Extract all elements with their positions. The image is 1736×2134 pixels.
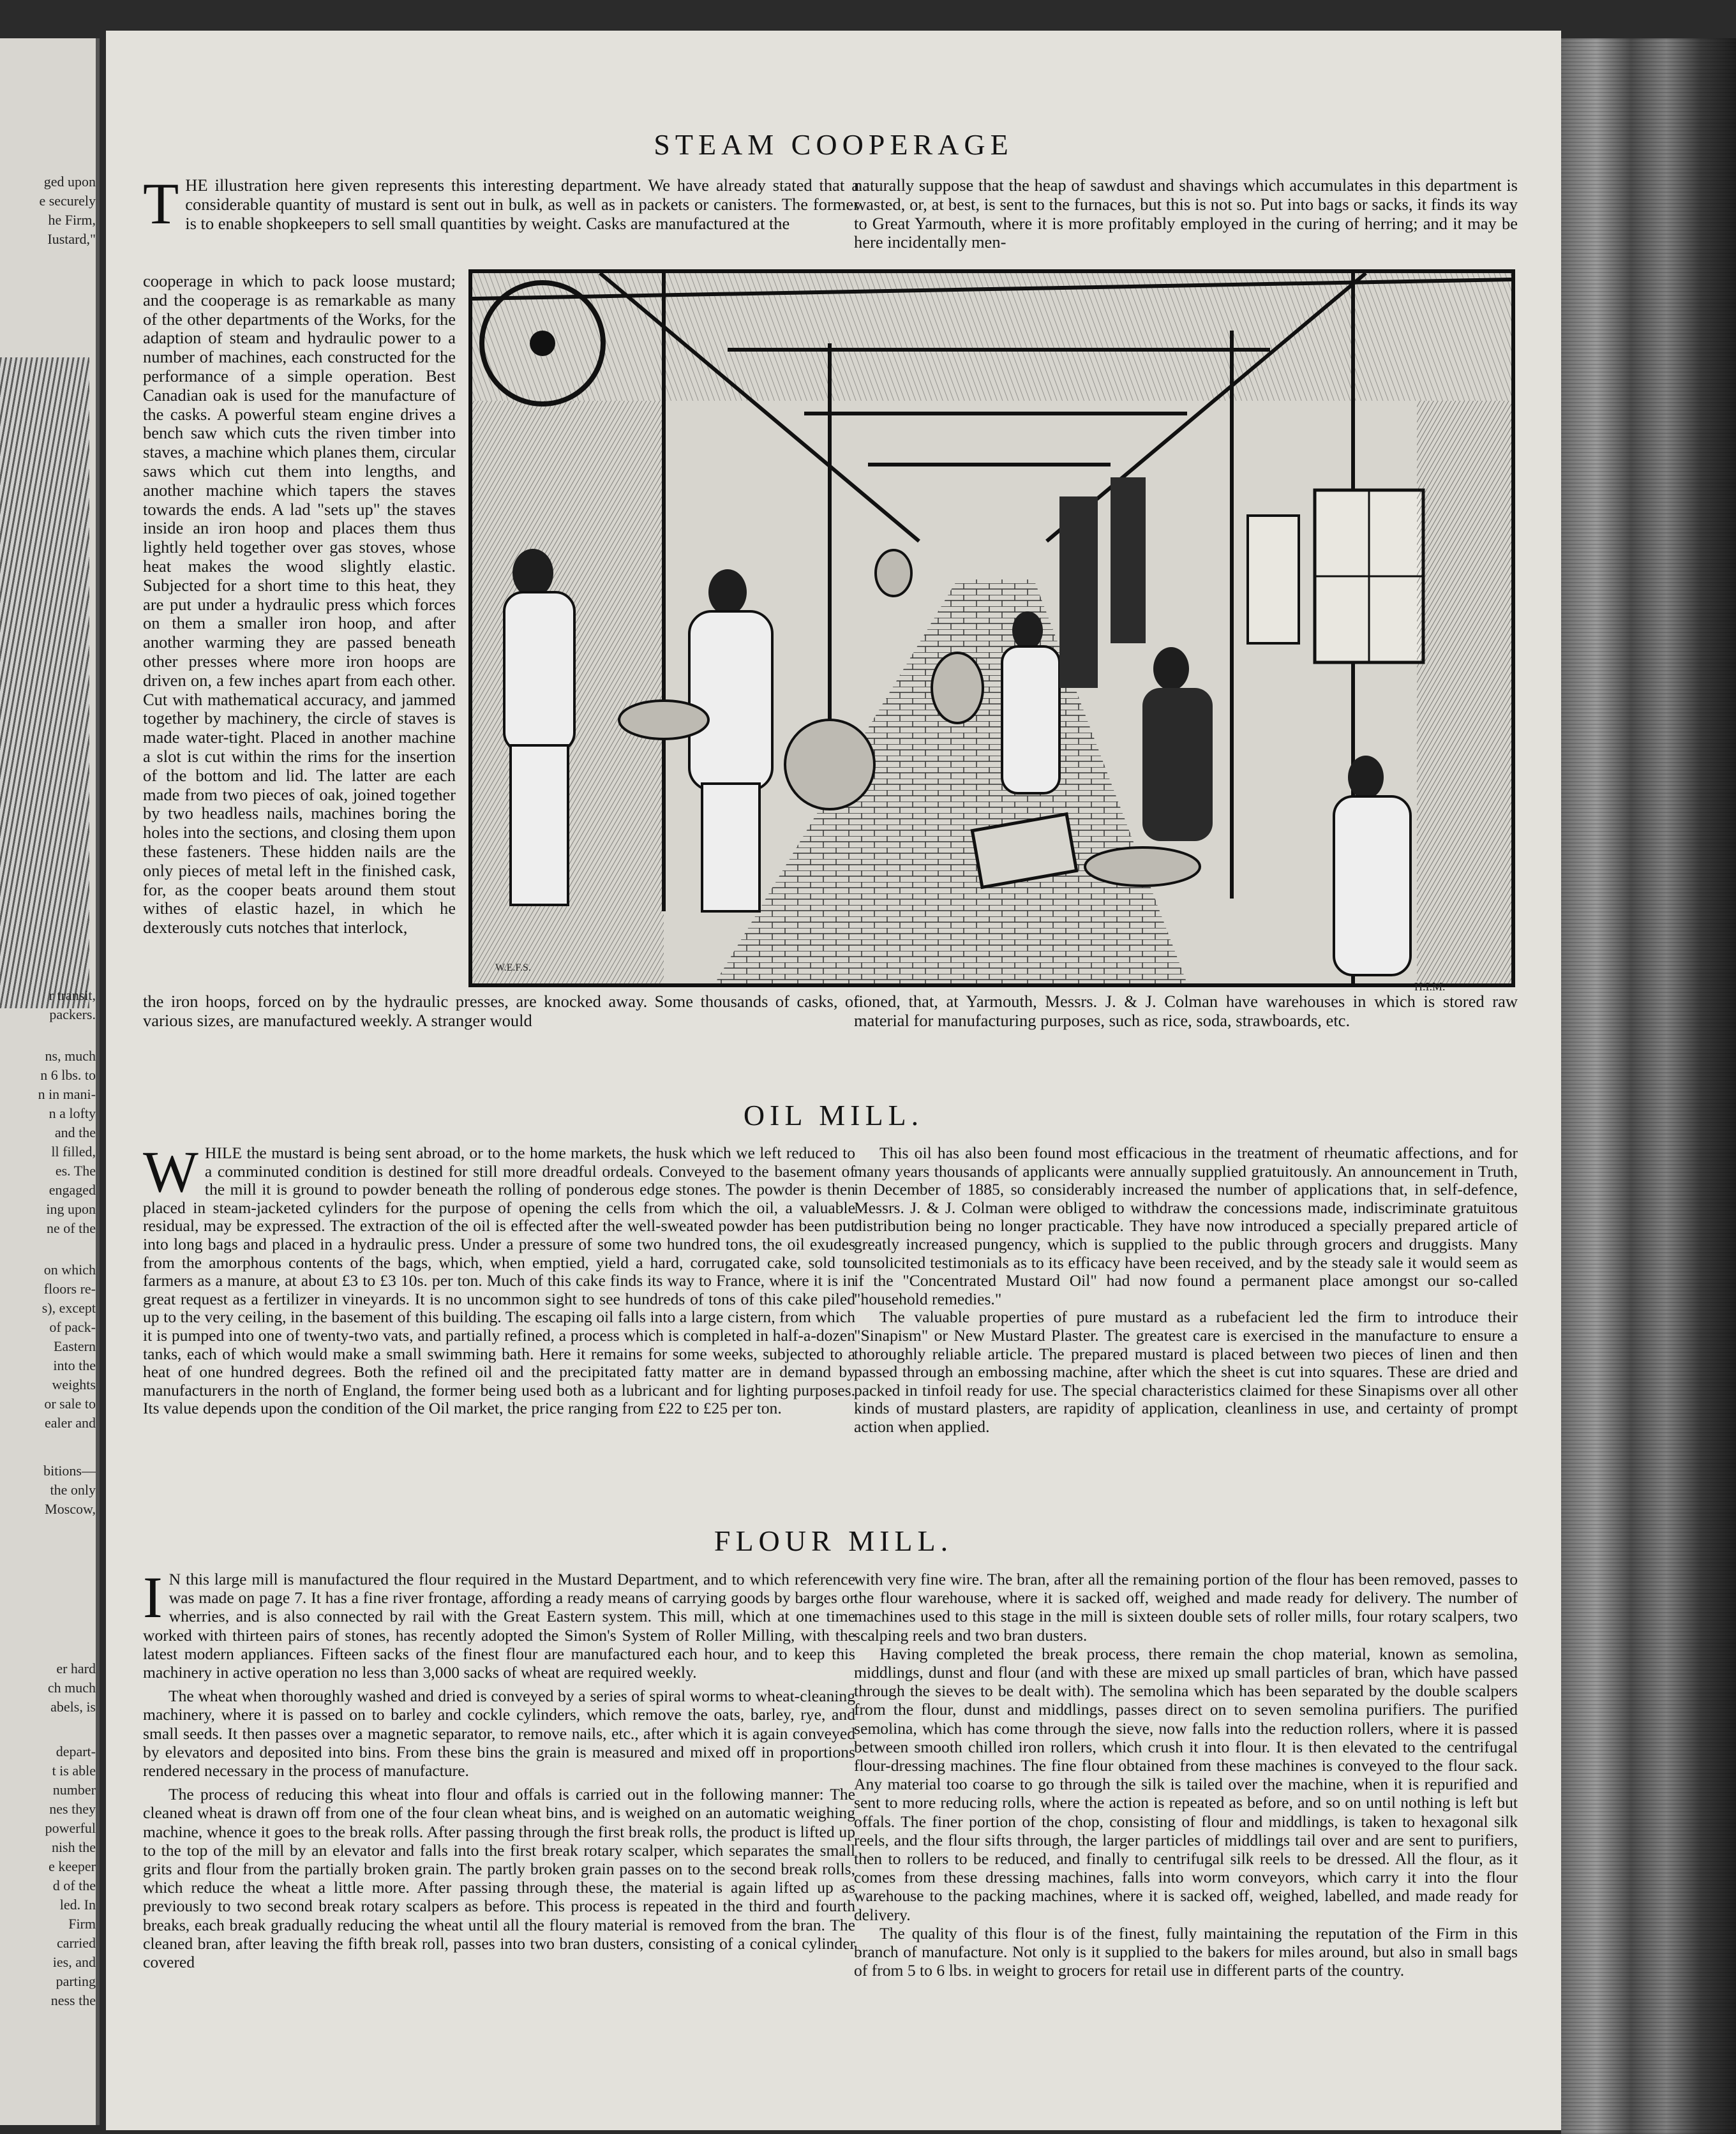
facing-page-line: ll filled, xyxy=(51,1144,96,1160)
facing-page-line: parting xyxy=(56,1973,96,1989)
engraver-signature: W.E.F.S. xyxy=(495,962,531,973)
facing-page-line: t is able xyxy=(52,1763,96,1779)
flour-right-paragraph-2: Having completed the break process, there remain the chop material, known as semolina, middlings, dunst and flour (and with these are mixed up small particles of bran, which have passed through the sieves to be dealt with). The semolina which has been separated by the double scalpers from the flour, dunst and middlings, passes direct on to seven semolina purifiers. The purified semolina, which has come through the sieve, now falls into the reduction rollers, where it is passed between smooth chilled iron rollers, which crush it into flour. It is then elevated to the centrifugal flour-dressing machines. The fine flour obtained from these machines is conveyed to the flour sack. Any material too coarse to go through the silk is tailed over the machine, when it is repurified and sent to more reducing rolls, where the action is repeated as before, and so on until nothing is left but offals. The finer portion of the chop, consisting of flour and middlings, is taken to hexagonal silk reels, and the flour sifts through, the larger particles of middlings tail over and are sent to purifiers, then to rollers to be reduced, and finally to centrifugal silk reels to be dressed. All the flour, as it comes from these dressing machines, falls into worm conveyors, which carry it into the flour warehouse to the packing machines, where it is sacked off, weighed, labelled, and made ready for delivery. xyxy=(854,1644,1518,1924)
facing-page-line: powerful xyxy=(45,1820,96,1836)
flour-left-paragraph-1: I N this large mill is manufactured the flour required in the Mustard Department, and to which reference was made on page 7. It has a fine river frontage, affording a ready means of carrying goods by barges or wherries, and is also connected by rail with the Great Eastern system. This mill, which at one time worked with thirteen pairs of stones, has recently adopted the Simon's System of Roller Milling, with the latest modern appliances. Fifteen sacks of the finest flour are manufactured each hour, and to keep this machinery in active operation no less than 3,000 sacks of wheat are required weekly. xyxy=(143,1565,855,1682)
facing-page-line: carried xyxy=(56,1935,96,1951)
flour-right-column xyxy=(854,1570,1518,1980)
facing-page-line: into the xyxy=(53,1357,96,1373)
dropcap-w: W xyxy=(143,1139,198,1204)
facing-page-line: r transit, xyxy=(49,987,96,1003)
facing-page-line: ness the xyxy=(50,1992,96,2008)
facing-page-line: weights xyxy=(52,1377,96,1392)
section-title-flour-mill: FLOUR MILL. xyxy=(714,1525,954,1557)
flour-left-column xyxy=(143,1565,855,1972)
section-title-steam-cooperage: STEAM COOPERAGE xyxy=(654,128,1014,161)
facing-page-line: nes they xyxy=(49,1801,96,1817)
facing-page-line: number xyxy=(52,1782,96,1798)
steam-intro-paragraph: THE illustration here given represents this interesting department. We have already stated that a considerable quantity of mustard is sent out in bulk, as well as in packets or canisters. The former is to enable shopkeepers to sell small quantities by weight. Casks are manufactured at the xyxy=(143,171,859,236)
facing-page-line: ch much xyxy=(47,1680,96,1696)
facing-page-line: on which xyxy=(43,1262,96,1278)
facing-page-line: ies, and xyxy=(52,1954,96,1970)
facing-page-line: e keeper xyxy=(49,1858,96,1874)
section-title-oil-mill: OIL MILL. xyxy=(743,1099,924,1131)
facing-page-line: n in mani- xyxy=(38,1086,96,1102)
steam-side-column: cooperage in which to pack loose mustard; and the cooperage is as remarkable as many of the other departments of the Works, for the adaption of steam and hydraulic power to a number of machines, each constructed for the performance of a simple operation. Best Canadian oak is used for the manufacture of the casks. A powerful steam engine drives a bench saw which cuts the riven timber into staves, a machine which planes them, circular saws which cut them into lengths, and another machine which tapers the staves towards the ends. A lad "sets up" the staves inside an iron hoop and places them thus lightly held together over gas stoves, whose heat makes the wood slightly elastic. Subjected for a short time to this heat, they are put under a hydraulic press which forces on them a smaller iron hoop, and after another warming they are passed beneath other presses where more iron hoops are driven on, a few inches apart from each other. Cut with mathematical accuracy, and jammed together by machinery, the circle of staves is made water-tight. Placed in another machine a slot is cut within the rims for the insertion of the bottom and lid. The latter are each made from two pieces of oak, joined together by two headless nails, machines boring the holes into the sections, and closing them upon these fasteners. These hidden nails are the only pieces of metal left in the finished cask, for, as the cooper beats around them stout withes of elastic hazel, in which he dexterously cuts notches that interlock, xyxy=(143,271,456,937)
facing-page-line: abels, is xyxy=(50,1699,96,1715)
facing-page-line: er hard xyxy=(56,1660,96,1676)
facing-page-line: Moscow, xyxy=(45,1501,96,1517)
facing-page-line: ged upon xyxy=(43,174,96,190)
facing-page-line: d of the xyxy=(52,1877,96,1893)
facing-page-line: ealer and xyxy=(45,1415,96,1431)
flour-right-paragraph-3: The quality of this flour is of the finest, fully maintaining the reputation of the Firm in this branch of manufacture. Not only is it supplied to the bakers for miles around, but also in small bags of from 5 to 6 lbs. in weight to grocers for retail use in different parts of the country. xyxy=(854,1923,1518,1980)
facing-page-line: n a lofty xyxy=(49,1105,96,1121)
flour-left-paragraph-3: The process of reducing this wheat into flour and offals is carried out in the following manner: The cleaned wheat is drawn off from one of the four clean wheat bins, and is weighed on an automatic weighing machine, whence it goes to the break rolls. After passing through the first break rolls, the product is lifted up to the top of the mill by an elevator and falls into the first break rotary scalper, which separates the small grits and flour from the partially broken grain. The partly broken grain passes on to the second break rolls, which reduce the wheat a little more. After passing through these, the material is again lifted up as previously to two second break rotary scalpers as before. This process is repeated in the third and fourth breaks, each break gradually reducing the wheat until all the floury material is removed from the bran. The cleaned bran, after leaving the fifth break roll, passes into two bran dusters, consisting of a conical cylinder covered xyxy=(143,1785,855,1972)
oil-right-column xyxy=(854,1144,1518,1436)
facing-page-line: he Firm, xyxy=(48,212,96,228)
facing-page-line: ing upon xyxy=(46,1201,96,1217)
facing-page-line: engaged xyxy=(49,1182,96,1198)
facing-page-line: the only xyxy=(50,1482,96,1498)
facing-page-line: or sale to xyxy=(44,1396,96,1412)
facing-page-line: depart- xyxy=(56,1743,96,1759)
facing-page-line: nish the xyxy=(51,1839,96,1855)
facing-page-line: packers. xyxy=(49,1006,96,1022)
facing-page-line: and the xyxy=(54,1124,96,1140)
facing-page-line: floors re- xyxy=(43,1281,96,1297)
facing-page-line: Firm xyxy=(68,1916,96,1932)
flour-left-paragraph-2: The wheat when thoroughly washed and dried is conveyed by a series of spiral worms to wheat-cleaning machinery, where it is passed on to barley and cockle cylinders, which remove the oats, barley, rye, and small seeds. It then passes over a magnetic separator, to remove nails, etc., after which it is again conveyed by elevators and deposited into bins. From these bins the grain is measured and mixed off in proportions rendered necessary in the process of manufacture. xyxy=(143,1687,855,1780)
steam-bottom-left: the iron hoops, forced on by the hydraulic presses, are knocked away. Some thousands of casks, of various sizes, are manufactured weekly. A stranger would xyxy=(143,992,859,1030)
facing-page-line: s), except xyxy=(41,1300,96,1316)
dropcap-i: I xyxy=(143,1565,163,1630)
illustration-monogram: H.I.M. xyxy=(1414,980,1446,993)
oil-right-paragraph-1: This oil has also been found most efficacious in the treatment of rheumatic affections, and for many years thousands of applicants were annually supplied gratuitously. An announcement in Truth, in December of 1885, so considerably increased the number of applications that, in self-defence, Messrs. J. & J. Colman were obliged to withdraw the concessions made, indiscriminate gratuitous distribution being no longer practicable. They have now introduced a specially prepared article of greatly increased pungency, which is supplied to the public through grocers and druggists. Many unsolicited testimonials as to its efficacy have been received, and by the steady sale it would seem as if the "Concentrated Mustard Oil" had now found a permanent place amongst our so-called "household remedies." xyxy=(854,1144,1518,1308)
facing-page-line: led. In xyxy=(59,1897,96,1913)
facing-page-line: of pack- xyxy=(49,1319,96,1335)
facing-page-line: Eastern xyxy=(54,1338,96,1354)
facing-page-line: e securely xyxy=(39,193,96,209)
dropcap-t: T xyxy=(143,171,179,236)
facing-page-line: Iustard," xyxy=(47,231,96,247)
facing-page-line: bitions— xyxy=(43,1463,96,1479)
facing-page-line: es. The xyxy=(55,1163,96,1179)
cooperage-engraving xyxy=(468,269,1515,987)
book-page xyxy=(106,31,1561,2130)
facing-page-line: n 6 lbs. to xyxy=(40,1067,96,1083)
facing-page-illustration xyxy=(0,357,89,1008)
oil-right-paragraph-2: The valuable properties of pure mustard as a rubefacient led the firm to introduce their "Sinapism" or New Mustard Plaster. The greatest care is exercised in the manufacture to ensure a thoroughly reliable article. The prepared mustard is placed between two pieces of linen and then passed through an embossing machine, after which the sheet is cut into squares. These are dried and packed in tinfoil ready for use. The special characteristics claimed for these Sinapisms over all other kinds of mustard plasters, are rapidity of application, cleanliness in use, and certainty of prompt action when applied. xyxy=(854,1308,1518,1436)
steam-right-top: naturally suppose that the heap of sawdust and shavings which accumulates in this department is wasted, or, at best, is sent to the furnaces, but this is not so. Put into bags or sacks, it finds its way to Great Yarmouth, where it is more profitably employed in the curing of herring; and it may be here incidentally men- xyxy=(854,175,1518,252)
facing-page-line: ns, much xyxy=(45,1048,96,1064)
facing-page-fragment xyxy=(0,38,100,2125)
oil-left-column: WHILE the mustard is being sent abroad, or to the home markets, the husk which we left reduced to a comminuted condition is destined for still more dreadful ordeals. Conveyed to the basement of the mill it is ground to powder beneath the rolling of ponderous edge stones. The powder is then placed in steam-jacketed cylinders for the purpose of opening the cells from which the oil, a valuable residual, may be expressed. The extraction of the oil is effected after the well-sweated powder has been put into long bags and placed in a hydraulic press. Under a pressure of some two hundred tons, the oil exudes from the amorphous contents of the bags, which, when emptied, yield a hard, corrugated cake, sold to farmers as a manure, at about £3 to £3 10s. per ton. Much of this cake finds its way to France, where it is in great request as a fertilizer in vineyards. It is no uncommon sight to see hundreds of tons of this cake piled up to the very ceiling, in the basement of this building. The escaping oil falls into a large cistern, from which it is pumped into one of twenty-two vats, and partially refined, a process which is completed in half-a-dozen tanks, each of which would make a small swimming bath. Here it remains for some weeks, subjected to a heat of one hundred degrees. Both the refined oil and the precipitated fatty matter are in demand by manufacturers in the north of England, the former being used both as a lubricant and for lighting purposes. Its value depends upon the condition of the Oil market, the price ranging from £22 to £25 per ton. xyxy=(143,1139,855,1418)
facing-page-line: ne of the xyxy=(47,1220,96,1236)
steam-right-bottom: tioned, that, at Yarmouth, Messrs. J. & J. Colman have warehouses in which is stored raw material for manufacturing purposes, such as rice, soda, strawboards, etc. xyxy=(854,992,1518,1030)
flour-right-paragraph-1: with very fine wire. The bran, after all the remaining portion of the flour has been removed, passes to the flour warehouse, where it is sacked off, weighed and made ready for delivery. The number of machines used to this stage in the mill is sixteen double sets of roller mills, four rotary scalpers, two scalping reels and two bran dusters. xyxy=(854,1570,1518,1645)
cooperage-engraving-drawing xyxy=(472,273,1511,983)
book-page-edges xyxy=(1561,38,1736,2134)
